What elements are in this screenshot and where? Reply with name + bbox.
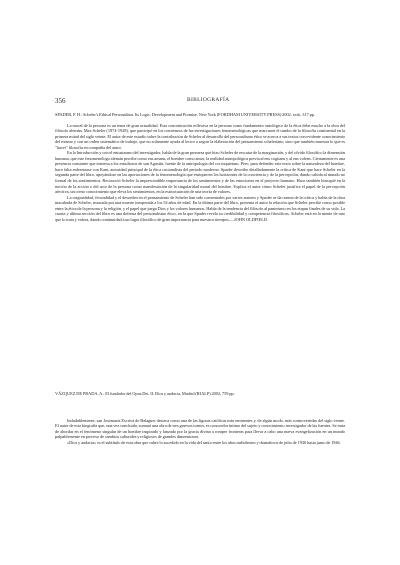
review-entry-spader xyxy=(55,112,345,222)
entry-paragraph: Indudablemente, san Josemaría Escrivá de Balaguer destaca como una de las figuras católicas más eminentes y, de algún modo, más controvertidas del siglo veinte. El autor de esta biografía que, una vez concluida, sumará una obra de tres gruesos tomos, es conocedor íntimo del sujeto y conocimiento investigador de las fuentes. Se trata de abordar en el fenómeno singular de un hombre inspirado y lanzado por la gracia divina a romper fronteras para llevar a cabo una nueva evangelización en un mundo palpablemente en proceso de cambios culturales y religiosos de grandes dimensiones. xyxy=(55,417,345,440)
review-entry-vazquez-de-prada xyxy=(55,391,345,445)
entry-paragraph: La originalidad, fecundidad y el desorden en el pensamiento de Scheler han sido comentados por varios autores y Spader se da cuenta de la crítica y habla de la obra inacabada de Scheler, truncada por una muerte inesperada a los 54 años de edad. En la última parte del libro, presenta el autor la relación que Scheler percibe como posible entre la ética de la persona y la religión, y el papel que juega Dios y los valores humanos. Habla de la tendencia del filósofo al panteísmo en los etapas finales de su vida. La cuarta y última sección del libro es una defensa del personalismo ético, en la que Spader revela su credibilidad y competencia filosóficas. Scheler está en la mente de uno que lo trata y valora, dando continuidad a un lugar filosófico de gran importancia para nuestros tiempos.—JOHN OLDFIELD. xyxy=(55,194,345,222)
entry-paragraph: «Dios y audacia» es el subtítulo de esta obra que cubre lo sucedido en la vida del santo entre los años turbulentos y dramáticos de julio de 1936 hasta junio de 1946. xyxy=(67,439,341,445)
running-head: BIBLIOGRAFÍA xyxy=(187,97,230,103)
entry-citation: VÁZQUEZ DE PRADA, A.: El fundador del Opus Dei. II. Dios y audacia, Madrid (RIALP) 2002, 759 pp. xyxy=(55,391,235,396)
entry-citation: SPADER, P. H.: Scheler's Ethical Personalism. Its Logic, Development and Promise, New York (FORDHAM UNIVERSITY PRESS) 2002, xviii, 317 pp. xyxy=(55,112,315,117)
page-number: 356 xyxy=(55,97,66,105)
page-header xyxy=(55,97,345,105)
entry-paragraph: La moral de la persona es un tema de gran actualidad. Esta concentración reflexiva en la persona como fundamento ontológico de la ética debe mucho a la obra del filósofo alemán, Max Scheler (1874-1928), que participó en los comienzos de las investigaciones fenomenológicas que marcaron el rumbo de la filosofía continental en la primera mitad del siglo veinte. El autor de este estudio sobre la contribución de Scheler al desarrollo del personalismo ético se acerca a sus textos con evidente conocimiento del mismo y con un orden sistemático de trabajo, que no solamente ayuda al lector a seguir la elaboración del pensamiento scheleriano, sino que también muestra lo que es "hacer" filosofía en compañía del autor. xyxy=(55,122,345,150)
entry-paragraph: En la Introducción y con el entusiasmo del investigador, habla de la gran promesa que hizo Scheler de rescatar de la marginación, y del olvido filosófico la dimensión humana, que este fenomenólogo alemán percibe como ens amans, el hombre como amor, la realidad antropológica previa al ens cogitans y al ens volens. Ciertamente es una presencia constante que interesa a los estudiosos de san Agustín, fuente de la antropología del cor inquietum. Pero, para defender este texto sobre la naturaleza del hombre, hace falta enfrentarse con Kant, autoridad principal de la ética racionalista del periodo moderno. Spader describe detalladamente la crítica de Kant que hace Scheler en la segunda parte del libro, apoyándose en las aportaciones de la fenomenología que enriquecen los horizontes de la conciencia y de la percepción, dando cabida al mundo no formal de los sentimientos. Reconoció Scheler la imprescindible importancia de los sentimientos y de las emociones en el proyecto humano. Hace también hincapié en la noción de la acción o del acto de la persona como manifestación de la singularidad moral del hombre. Explica el autor cómo Scheler justifica el papel de la percepción afectiva, un cierto conocimiento que eleva los sentimientos, en la estructuración de una teoría de valores. xyxy=(55,150,345,195)
